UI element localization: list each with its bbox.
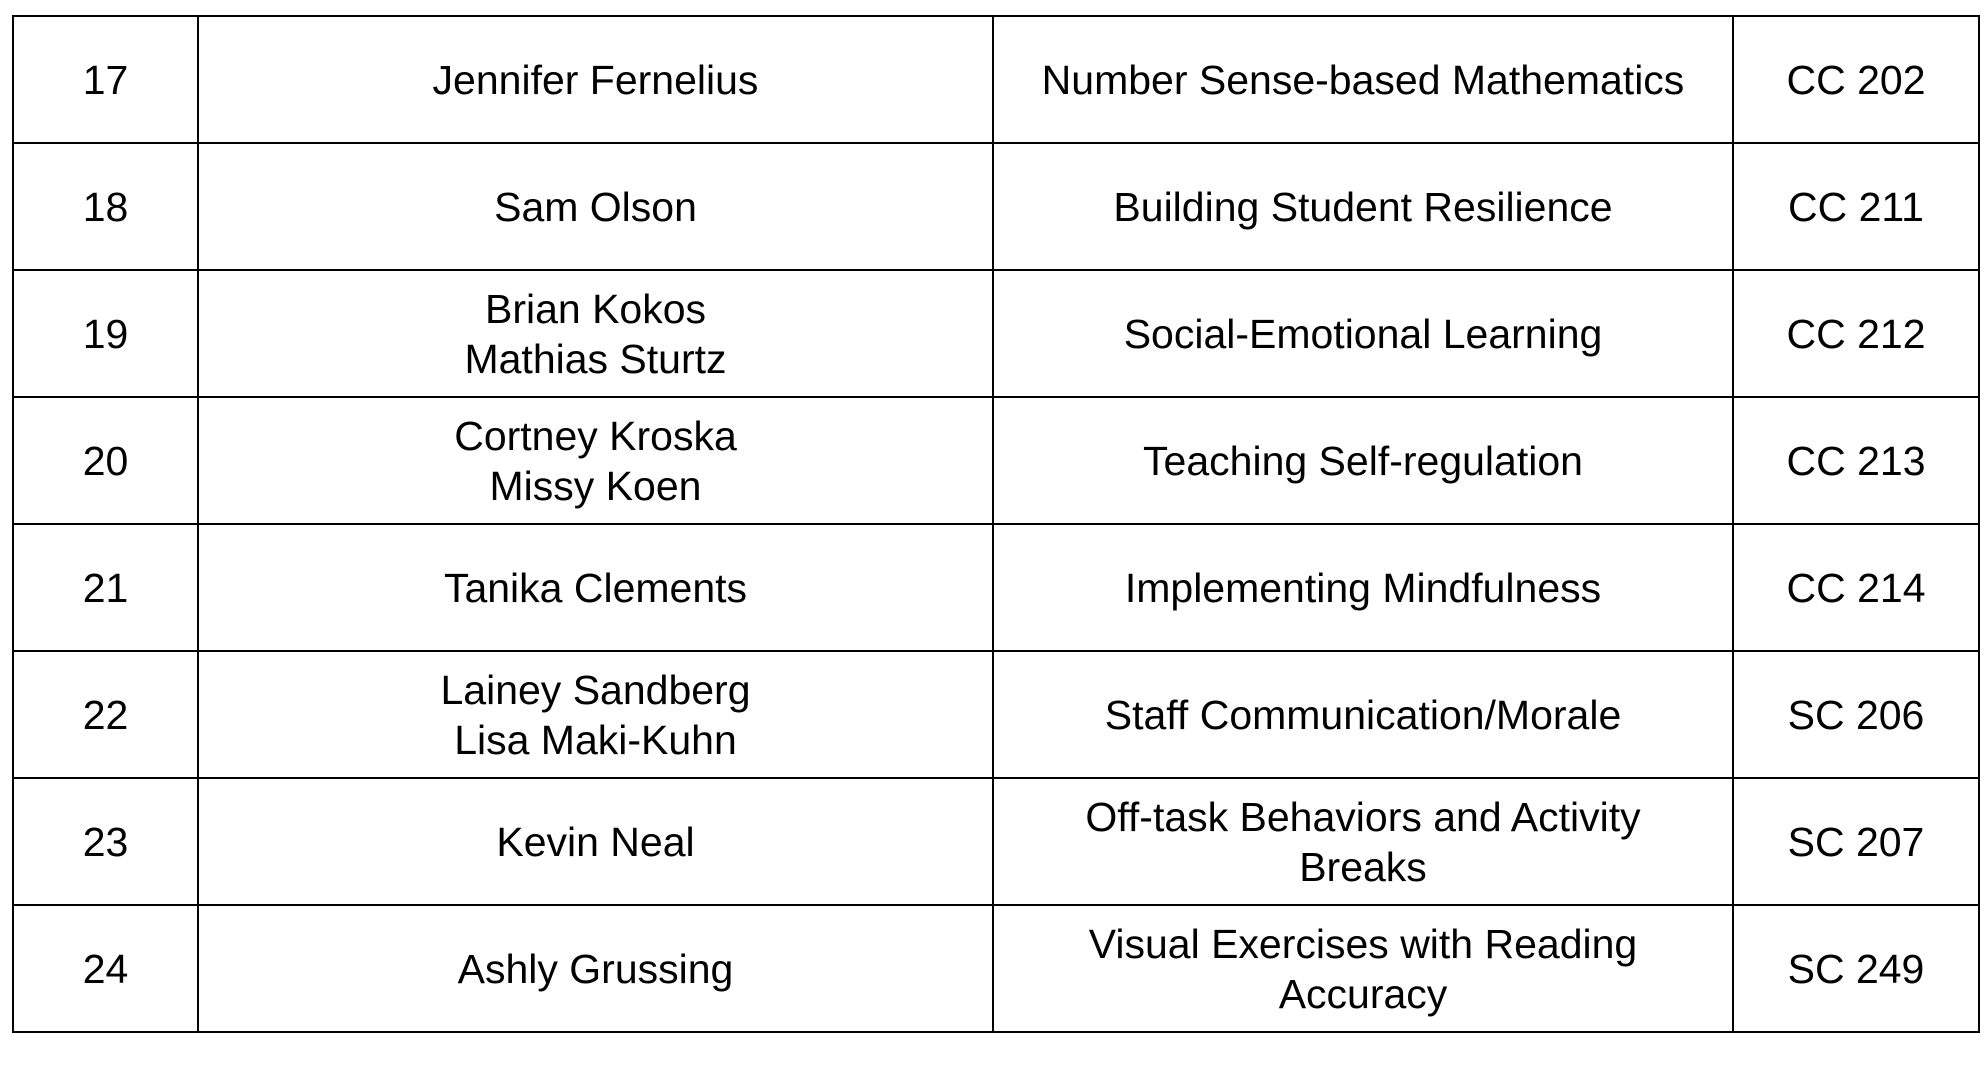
table-row (13, 270, 1979, 397)
table-row (13, 397, 1979, 524)
presenter-cell (198, 16, 993, 143)
room-cell: CC 212 (1733, 270, 1979, 397)
session-number-cell: 24 (13, 905, 198, 1032)
presenter-name: Sam Olson (494, 183, 697, 230)
topic-cell (993, 524, 1733, 651)
presenter-cell (198, 270, 993, 397)
table-row (13, 16, 1979, 143)
topic-cell (993, 778, 1733, 905)
presenter-name: Kevin Neal (496, 818, 695, 865)
room-cell: CC 211 (1733, 143, 1979, 270)
table-row (13, 778, 1979, 905)
room-cell: SC 249 (1733, 905, 1979, 1032)
session-number-cell: 18 (13, 143, 198, 270)
session-number-cell: 19 (13, 270, 198, 397)
presenter-name: Jennifer Fernelius (432, 56, 759, 103)
presenter-name: Brian Kokos (484, 285, 707, 332)
presenter-cell (198, 524, 993, 651)
room-cell: SC 207 (1733, 778, 1979, 905)
topic-line: Social-Emotional Learning (1123, 310, 1603, 357)
presenter-cell (198, 143, 993, 270)
topic-cell (993, 16, 1733, 143)
session-number-cell: 22 (13, 651, 198, 778)
presenter-cell (198, 905, 993, 1032)
room-cell: SC 206 (1733, 651, 1979, 778)
presenter-name: Missy Koen (489, 462, 702, 509)
topic-cell (993, 397, 1733, 524)
topic-line: Teaching Self-regulation (1143, 437, 1583, 484)
topic-line: Visual Exercises with Reading (1088, 920, 1638, 967)
session-table-container (12, 15, 1978, 1033)
presenter-cell (198, 397, 993, 524)
presenter-cell (198, 778, 993, 905)
topic-line: Breaks (1299, 843, 1427, 890)
session-number-cell: 23 (13, 778, 198, 905)
presenter-name: Lainey Sandberg (440, 666, 751, 713)
presenter-name: Mathias Sturtz (464, 335, 727, 382)
topic-cell (993, 270, 1733, 397)
table-row (13, 524, 1979, 651)
room-cell: CC 214 (1733, 524, 1979, 651)
topic-line: Staff Communication/Morale (1104, 691, 1622, 738)
session-number-cell: 21 (13, 524, 198, 651)
room-cell: CC 213 (1733, 397, 1979, 524)
session-number-cell: 20 (13, 397, 198, 524)
topic-line: Number Sense-based Mathematics (1041, 56, 1685, 103)
topic-cell (993, 651, 1733, 778)
topic-line: Off-task Behaviors and Activity (1085, 793, 1641, 840)
session-number-cell: 17 (13, 16, 198, 143)
topic-line: Building Student Resilience (1113, 183, 1613, 230)
presenter-name: Tanika Clements (443, 564, 748, 611)
topic-cell (993, 143, 1733, 270)
topic-line: Accuracy (1278, 970, 1448, 1017)
presenter-name: Ashly Grussing (457, 945, 734, 992)
topic-cell (993, 905, 1733, 1032)
table-row (13, 143, 1979, 270)
presenter-name: Cortney Kroska (454, 412, 737, 459)
table-row (13, 905, 1979, 1032)
session-table (12, 15, 1980, 1033)
presenter-name: Lisa Maki-Kuhn (454, 716, 737, 763)
topic-line: Implementing Mindfulness (1124, 564, 1602, 611)
table-row (13, 651, 1979, 778)
presenter-cell (198, 651, 993, 778)
room-cell: CC 202 (1733, 16, 1979, 143)
